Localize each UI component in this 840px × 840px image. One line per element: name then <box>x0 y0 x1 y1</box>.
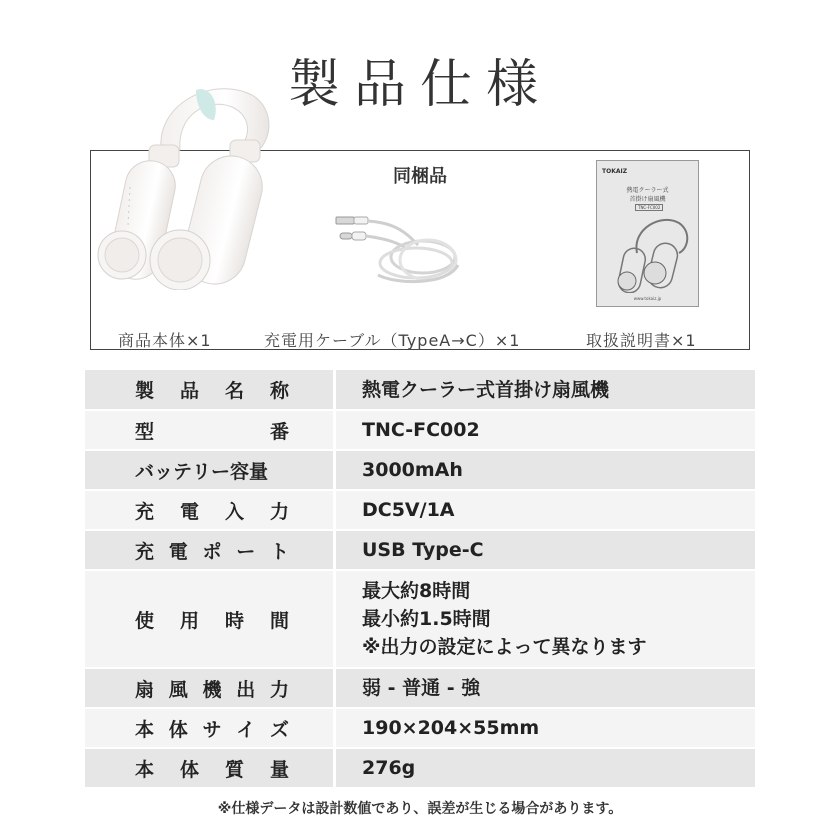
manual-brand: TOKAIZ <box>602 168 628 175</box>
spec-label: 本 体 質 量 <box>135 758 289 781</box>
spec-label: 使 用 時 間 <box>135 609 289 632</box>
spec-label-cell <box>85 530 333 570</box>
spec-value-line: 190×204×55mm <box>362 717 540 739</box>
spec-label-cell <box>85 748 333 788</box>
spec-label: 充 電 ポ ー ト <box>135 540 289 563</box>
spec-value-cell <box>336 490 755 530</box>
spec-label: 本 体 サ イ ズ <box>135 718 289 741</box>
spec-value-cell <box>336 668 755 708</box>
spec-label: 充 電 入 力 <box>135 500 289 523</box>
spec-row <box>85 410 755 450</box>
manual-product-illustration <box>607 213 691 293</box>
spec-value-cell <box>336 570 755 668</box>
spec-value-cell <box>336 748 755 788</box>
footnote: ※仕様データは設計数値であり、誤差が生じる場合があります。 <box>217 801 623 817</box>
spec-label-cell <box>85 708 333 748</box>
manual-title-line1: 熱電クーラー式 <box>626 187 669 194</box>
spec-row <box>85 708 755 748</box>
spec-value-line: 最小約1.5時間 <box>362 608 491 630</box>
caption-product: 商品本体×1 <box>118 331 212 350</box>
spec-label-cell <box>85 370 333 410</box>
spec-value-line: 熱電クーラー式首掛け扇風機 <box>362 378 610 401</box>
spec-value-cell <box>336 530 755 570</box>
spec-label: 扇 風 機 出 力 <box>135 678 289 701</box>
spec-row <box>85 530 755 570</box>
spec-value-line: USB Type-C <box>362 539 484 561</box>
spec-row <box>85 450 755 490</box>
spec-label-cell <box>85 490 333 530</box>
caption-cable: 充電用ケーブル（TypeA→C）×1 <box>264 331 521 350</box>
spec-value-line: ※出力の設定によって異なります <box>362 636 647 658</box>
manual-url: www.tokaiz.jp <box>633 296 662 301</box>
spec-row <box>85 668 755 708</box>
included-items-heading: 同梱品 <box>393 166 447 187</box>
neck-fan-product-image <box>92 75 282 290</box>
spec-row <box>85 370 755 410</box>
spec-label: バッテリー容量 <box>135 460 269 483</box>
spec-table <box>85 370 755 789</box>
spec-row <box>85 490 755 530</box>
spec-label-cell <box>85 450 333 490</box>
spec-label: 型 番 <box>135 420 289 443</box>
spec-value-line: TNC-FC002 <box>362 419 480 441</box>
spec-value-line: 3000mAh <box>362 459 463 481</box>
spec-label-cell <box>85 668 333 708</box>
spec-value-line: 最大約8時間 <box>362 580 471 602</box>
spec-label-cell <box>85 410 333 450</box>
manual-model: TNC-FC002 <box>635 204 663 211</box>
spec-label: 製 品 名 称 <box>135 380 289 402</box>
spec-value-cell <box>336 370 755 410</box>
instruction-manual-image <box>596 160 699 307</box>
spec-row <box>85 748 755 788</box>
spec-value-line: 276g <box>362 757 416 779</box>
spec-value-cell <box>336 450 755 490</box>
spec-value-line: 弱 - 普通 - 強 <box>362 677 481 699</box>
page-title: 製品仕様 <box>287 55 552 115</box>
usb-cable-image <box>328 205 468 290</box>
spec-value-line: DC5V/1A <box>362 499 455 521</box>
spec-label-cell <box>85 570 333 668</box>
caption-manual: 取扱説明書×1 <box>586 331 697 350</box>
spec-value-cell <box>336 708 755 748</box>
spec-row <box>85 570 755 668</box>
manual-title-line2: 首掛け扇風機 <box>629 196 666 203</box>
spec-value-cell <box>336 410 755 450</box>
